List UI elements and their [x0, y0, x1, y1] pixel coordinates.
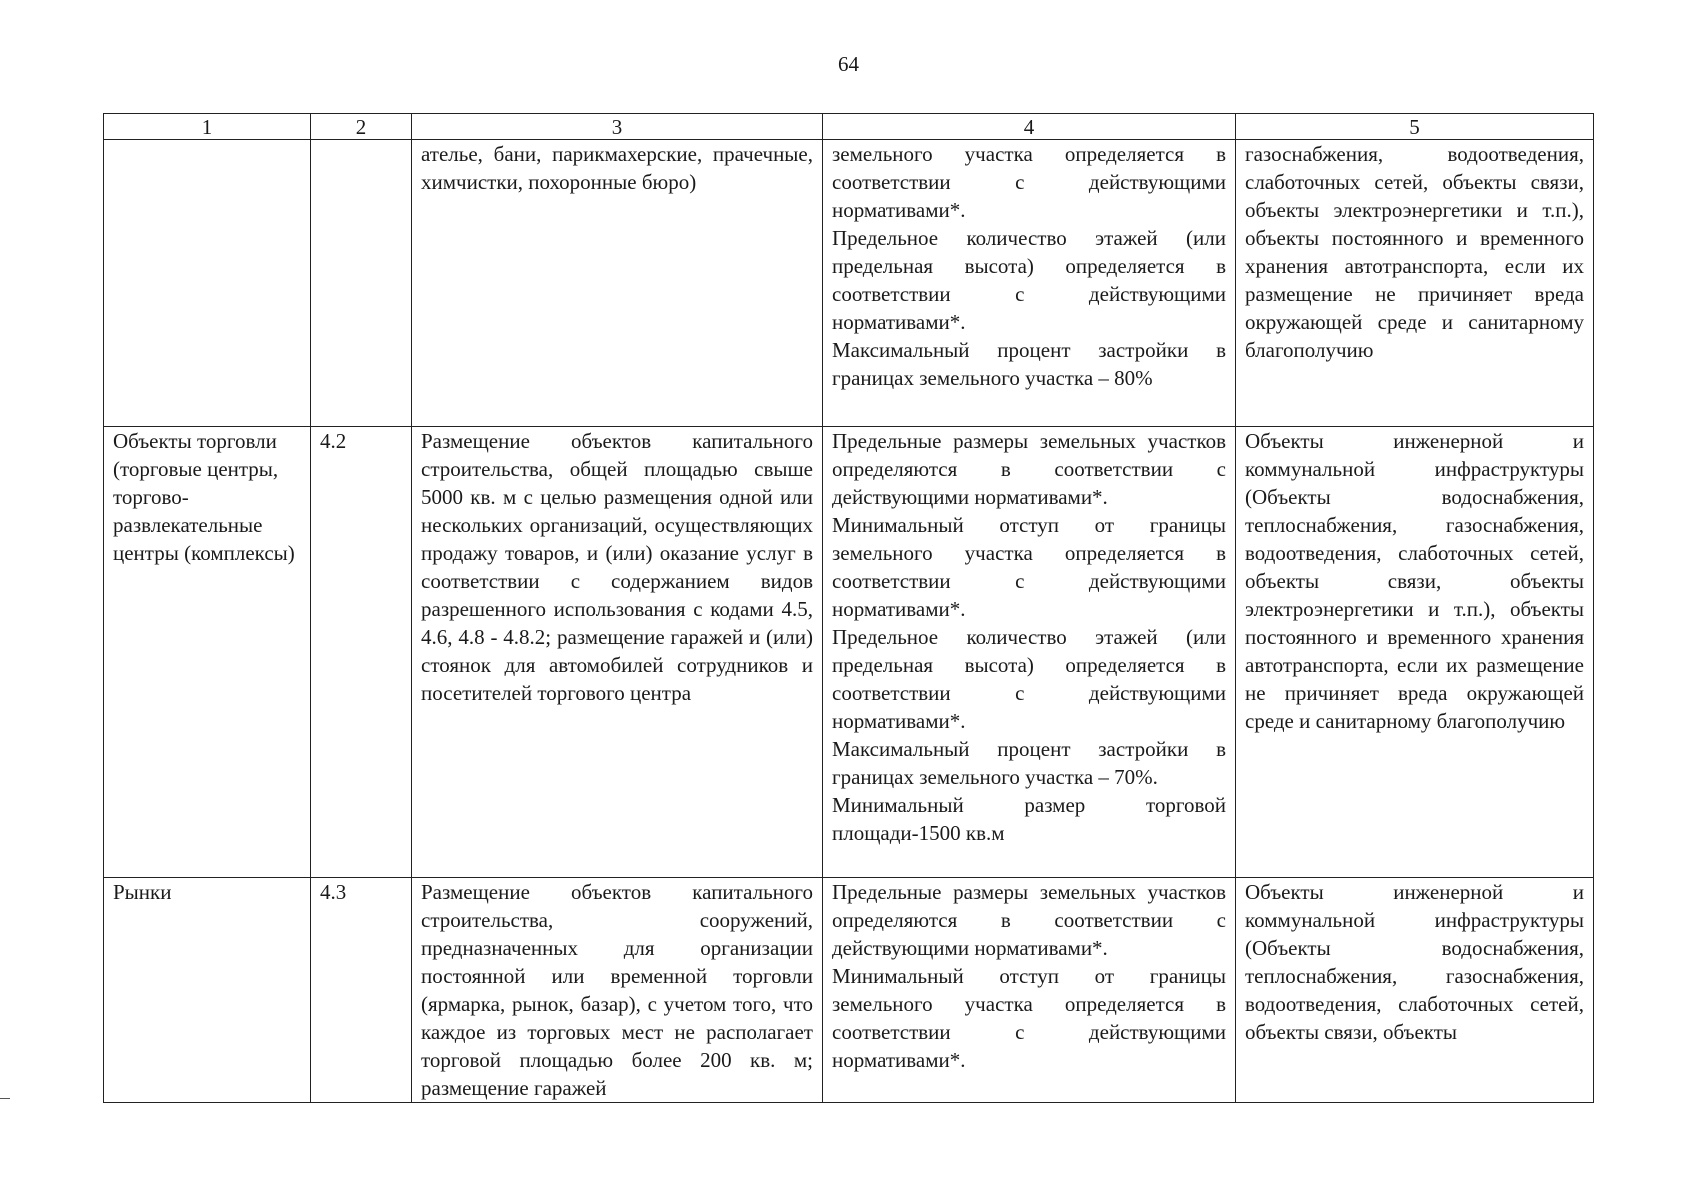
column-header-2: 2	[311, 114, 412, 140]
parameters-cell: Предельные размеры земельных участков определяются в соответствии с действующими нормативами*. Минимальный отступ от границы земельного участка определяется в соответствии с действующими нормативами*.	[823, 878, 1236, 1103]
table-row	[104, 878, 1594, 1103]
auxiliary-uses-cell: Объекты инженерной и коммунальной инфраструктуры (Объекты водоснабжения, теплоснабжения, газоснабжения, водоотведения, слаботочных сетей, объекты связи, объекты электроэнергетики и т.п.), объекты постоянного и временного хранения автотранспорта, если их размещение не причиняет вреда окружающей среде и санитарному благополучию	[1236, 427, 1594, 878]
use-description-cell: ателье, бани, парикмахерские, прачечные, химчистки, похоронные бюро)	[412, 140, 823, 427]
use-description-cell: Размещение объектов капитального строительства, общей площадью свыше 5000 кв. м с целью размещения одной или нескольких организаций, осуществляющих продажу товаров, и (или) оказание услуг в соответствии с содержанием видов разрешенного использования с кодами 4.5, 4.6, 4.8 - 4.8.2; размещение гаражей и (или) стоянок для автомобилей сотрудников и посетителей торгового центра	[412, 427, 823, 878]
use-description-cell: Размещение объектов капитального строительства, сооружений, предназначенных для организации постоянной или временной торговли (ярмарка, рынок, базар), с учетом того, что каждое из торговых мест не располагает торговой площадью более 200 кв. м; размещение гаражей	[412, 878, 823, 1103]
margin-mark	[0, 1098, 10, 1099]
table-row	[104, 140, 1594, 427]
use-code-cell: 4.3	[311, 878, 412, 1103]
page-number: 64	[838, 52, 859, 76]
parameters-cell: Предельные размеры земельных участков определяются в соответствии с действующими нормативами*. Минимальный отступ от границы земельного участка определяется в соответствии с действующими нормативами*. Предельное количество этажей (или предельная высота) определяется в соответствии с действующими нормативами*. Максимальный процент застройки в границах земельного участка – 70%. Минимальный размер торговой площади-1500 кв.м	[823, 427, 1236, 878]
auxiliary-uses-cell: газоснабжения, водоотведения, слаботочных сетей, объекты связи, объекты электроэнергетики и т.п.), объекты постоянного и временного хранения автотранспорта, если их размещение не причиняет вреда окружающей среде и санитарному благополучию	[1236, 140, 1594, 427]
column-header-1: 1	[104, 114, 311, 140]
land-use-table	[103, 113, 1594, 1103]
column-header-5: 5	[1236, 114, 1594, 140]
use-name-cell	[104, 140, 311, 427]
auxiliary-uses-cell: Объекты инженерной и коммунальной инфраструктуры (Объекты водоснабжения, теплоснабжения, газоснабжения, водоотведения, слаботочных сетей, объекты связи, объекты	[1236, 878, 1594, 1103]
parameters-cell: земельного участка определяется в соответствии с действующими нормативами*. Предельное количество этажей (или предельная высота) определяется в соответствии с действующими нормативами*. Максимальный процент застройки в границах земельного участка – 80%	[823, 140, 1236, 427]
table-row	[104, 427, 1594, 878]
use-name-cell: Объекты торговли (торговые центры, торгово-развлекательные центры (комплексы)	[104, 427, 311, 878]
column-header-3: 3	[412, 114, 823, 140]
use-code-cell	[311, 140, 412, 427]
column-header-4: 4	[823, 114, 1236, 140]
use-name-cell: Рынки	[104, 878, 311, 1103]
use-code-cell: 4.2	[311, 427, 412, 878]
header-row	[104, 114, 1594, 140]
